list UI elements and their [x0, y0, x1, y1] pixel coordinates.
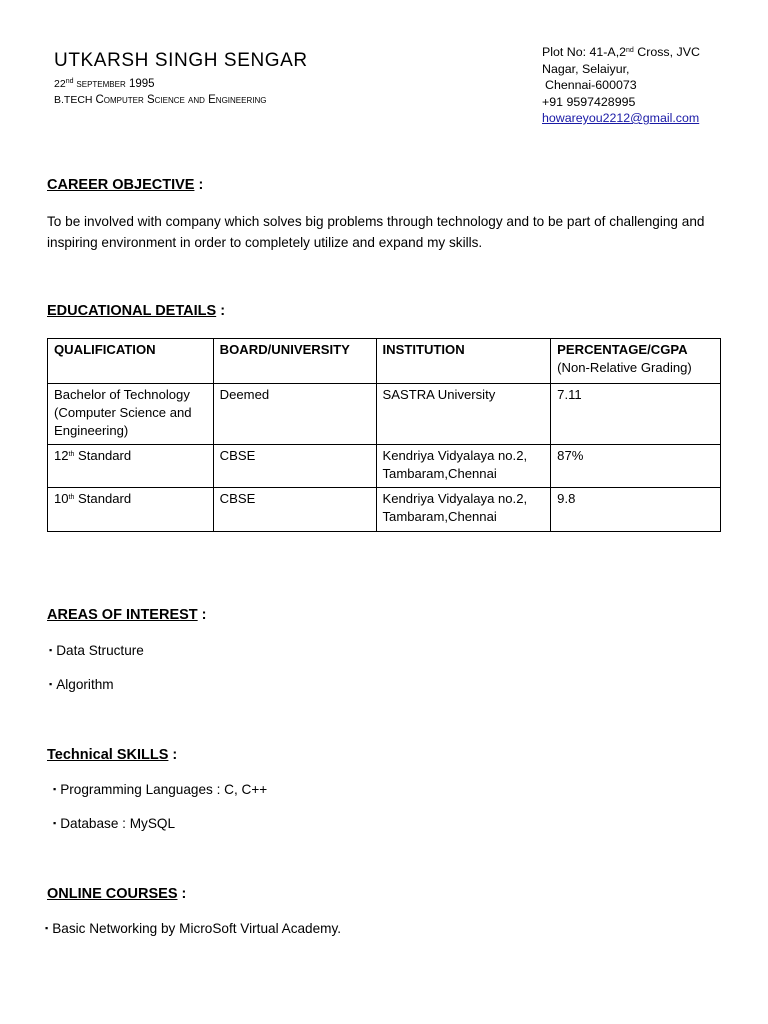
- table-row: [48, 445, 721, 488]
- career-objective-heading: [47, 177, 203, 193]
- column-header: QUALIFICATION: [48, 339, 214, 384]
- score-cell: 87%: [551, 445, 721, 488]
- skill-item: Database : MySQL: [60, 816, 176, 831]
- column-header-label: PERCENTAGE/CGPA: [557, 342, 688, 357]
- board-cell: Deemed: [213, 384, 376, 445]
- interests-title: AREAS OF INTEREST: [47, 607, 198, 623]
- skills-title: Technical SKILLS: [47, 747, 169, 763]
- qualification-cell: [48, 445, 214, 488]
- table-row: [48, 488, 721, 532]
- degree: [54, 94, 266, 106]
- interests-heading: [47, 607, 207, 623]
- column-header: BOARD/UNIVERSITY: [213, 339, 376, 384]
- education-title: EDUCATIONAL DETAILS: [47, 303, 217, 319]
- list-item: [53, 782, 267, 797]
- address-line-3: Chennai-600073: [545, 78, 637, 92]
- career-objective-text: To be involved with company which solves big problems through technology and to be part of challenging and inspiring environment in order to completely utilize and expand my skills.: [47, 214, 705, 250]
- list-item: [49, 677, 114, 692]
- qualification-number: 10: [54, 491, 69, 506]
- address-block: [542, 44, 700, 127]
- education-colon: :: [216, 303, 226, 319]
- table-row: [48, 384, 721, 445]
- skills-colon: :: [168, 747, 178, 763]
- bullet-icon: ▪: [49, 679, 53, 689]
- interest-item: Data Structure: [56, 643, 144, 658]
- education-heading: [47, 303, 225, 319]
- qualification-suffix: th: [68, 451, 75, 458]
- list-item: [49, 643, 144, 658]
- bullet-icon: ▪: [53, 784, 57, 794]
- interest-item: Algorithm: [56, 677, 114, 692]
- column-header: INSTITUTION: [376, 339, 551, 384]
- education-table: [47, 338, 721, 532]
- dob-suffix: nd: [65, 78, 74, 85]
- bullet-icon: ▪: [53, 818, 57, 828]
- degree-prefix: B.TECH: [54, 94, 93, 106]
- courses-title: ONLINE COURSES: [47, 886, 178, 902]
- interests-colon: :: [197, 607, 207, 623]
- qualification-rest: Standard: [74, 448, 132, 463]
- date-of-birth: [54, 78, 155, 90]
- courses-heading: [47, 886, 186, 902]
- list-item: [45, 921, 341, 936]
- table-header-row: [48, 339, 721, 384]
- courses-colon: :: [177, 886, 187, 902]
- candidate-name: UTKARSH SINGH SENGAR: [54, 50, 308, 71]
- degree-rest: Computer Science and Engineering: [95, 94, 267, 106]
- address-line-1-a: Plot No: 41-A,2: [542, 45, 627, 59]
- qualification-cell: Bachelor of Technology (Computer Science and Engineering): [48, 384, 214, 445]
- address-line-1-sup: nd: [626, 47, 634, 54]
- address-line-1-b: Cross, JVC: [633, 45, 700, 59]
- career-objective-colon: :: [194, 177, 204, 193]
- qualification-suffix: th: [68, 494, 75, 501]
- score-cell: 7.11: [551, 384, 721, 445]
- dob-day: 22: [54, 78, 66, 90]
- phone-number: +91 9597428995: [542, 94, 636, 109]
- column-header-sub: (Non-Relative Grading): [557, 360, 692, 375]
- qualification-number: 12: [54, 448, 69, 463]
- qualification-rest: Standard: [74, 491, 132, 506]
- board-cell: CBSE: [213, 445, 376, 488]
- institution-cell: Kendriya Vidyalaya no.2, Tambaram,Chennai: [376, 445, 551, 488]
- address-line-1: [542, 44, 700, 61]
- career-objective-title: CAREER OBJECTIVE: [47, 177, 195, 193]
- institution-cell: Kendriya Vidyalaya no.2, Tambaram,Chennai: [376, 488, 551, 532]
- skill-item: Programming Languages : C, C++: [60, 782, 268, 797]
- dob-rest: september 1995: [76, 78, 155, 90]
- qualification-cell: [48, 488, 214, 532]
- list-item: [53, 816, 175, 831]
- board-cell: CBSE: [213, 488, 376, 532]
- bullet-icon: ▪: [45, 923, 49, 933]
- score-cell: 9.8: [551, 488, 721, 532]
- email-link[interactable]: howareyou2212@gmail.com: [542, 111, 700, 125]
- bullet-icon: ▪: [49, 645, 53, 655]
- course-item: Basic Networking by MicroSoft Virtual Academy.: [52, 921, 342, 936]
- address-line-2: Nagar, Selaiyur,: [542, 61, 630, 76]
- skills-heading: [47, 747, 177, 763]
- column-header: [551, 339, 721, 384]
- institution-cell: SASTRA University: [376, 384, 551, 445]
